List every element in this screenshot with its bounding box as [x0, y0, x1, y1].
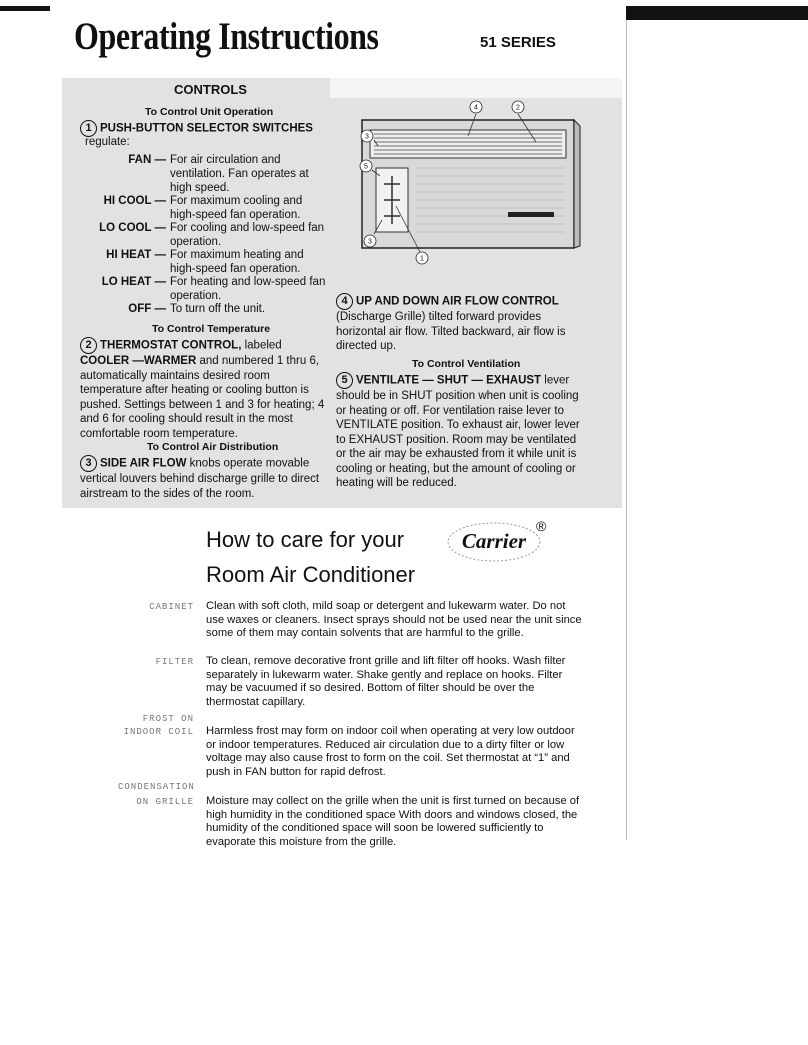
- registered-mark: ®: [536, 518, 547, 534]
- cooler-warmer-label: COOLER —WARMER: [80, 355, 197, 367]
- series-label: 51 SERIES: [480, 34, 556, 51]
- thermostat-body: and numbered 1 thru 6, automatically maintains desired room temperature after heating or cooling button is pushed. Settings between 1 and 3 for heating; 4 and 6 for cooling should result in the most comfortable room temperature.: [80, 355, 325, 440]
- care-text-frost: Harmless frost may form on indoor coil when operating at very low outdoor or indoor temperatures. Reduced air circulation due to a dirty filter or low voltage may also cause frost to form on the coil. Set thermostat at “1” and push in FAN button for rapid defrost.: [206, 725, 575, 778]
- care-text-condensation: Moisture may collect on the grille when the unit is first turned on because of high humidity in the conditioned space With doors and windows closed, the humidity of the conditioned space will soon be lowered sufficiently to evaporate this moisture from the grille.: [206, 795, 580, 848]
- callout-number: 2: [80, 337, 97, 354]
- carrier-nameplate: [508, 212, 554, 217]
- mode-desc: For cooling and low-speed fan operation.: [170, 222, 325, 248]
- callout-4: 4: [474, 104, 478, 112]
- mode-desc: For heating and low-speed fan operation.: [170, 276, 326, 302]
- side-air-flow-paragraph: [80, 455, 325, 501]
- side-air-flow-body: knobs operate movable vertical louvers behind discharge grille to direct airstream to the sides of the room.: [80, 457, 320, 500]
- mode-key: HI HEAT —: [106, 249, 166, 261]
- mode-key: LO COOL —: [99, 222, 166, 234]
- callout-number: 4: [336, 293, 353, 310]
- regulate-label: regulate:: [85, 136, 130, 148]
- mode-desc: For maximum cooling and high-speed fan operation.: [170, 195, 303, 221]
- header-rule-left: [0, 6, 50, 11]
- care-label-filter: FILTER: [155, 657, 194, 667]
- callout-3-bottom: 3: [368, 238, 372, 246]
- up-down-air-flow-paragraph: [336, 293, 584, 354]
- care-label-condensation: CONDENSATION: [118, 782, 195, 792]
- mode-row: [60, 248, 330, 276]
- care-text-filter: To clean, remove decorative front grille and lift filter off hooks. Wash filter separately in lukewarm water. Shake gently and replace on hooks. Filter may be vacuumed if so desired. Bottom of filter should be over the thermostat capillary.: [206, 655, 566, 708]
- ventilation-subheading: To Control Ventilation: [412, 358, 521, 370]
- mode-row: [60, 302, 330, 316]
- unit-side: [574, 120, 580, 248]
- care-label-cabinet: CABINET: [149, 602, 194, 612]
- mode-desc: To turn off the unit.: [170, 303, 266, 315]
- unit-operation-subheading: To Control Unit Operation: [145, 106, 274, 118]
- controls-heading: CONTROLS: [174, 82, 247, 97]
- mode-row: [60, 194, 330, 222]
- header-rule-right: [626, 6, 808, 20]
- callout-number: 1: [80, 120, 97, 137]
- mode-row: [60, 221, 330, 249]
- side-air-flow-title: SIDE AIR FLOW: [100, 457, 187, 470]
- care-text-cabinet: Clean with soft cloth, mild soap or detergent and lukewarm water. Do not use waxes or cleaners. Insect sprays should not be used near the unit since some of them may contain solvents that are harmful to the grille.: [206, 600, 582, 640]
- temperature-subheading: To Control Temperature: [152, 323, 271, 335]
- selector-switches-heading: [80, 120, 313, 137]
- ventilation-body: lever should be in SHUT position when unit is cooling or heating or off. For ventilation raise lever to VENTILATE position. To exhaust air, lower lever to EXHAUST position. Room may be ventilated or the air may be exhausted from it while unit is cooling or heating, but the amount of cooling or heating will be reduced.: [336, 374, 580, 489]
- ventilation-paragraph: [336, 372, 584, 491]
- mode-desc: For maximum heating and high-speed fan operation.: [170, 249, 304, 275]
- thermostat-title: THERMOSTAT CONTROL,: [100, 339, 242, 352]
- callout-2: 2: [516, 104, 520, 112]
- callout-number: 5: [336, 372, 353, 389]
- air-distribution-subheading: To Control Air Distribution: [147, 441, 279, 453]
- thermostat-paragraph: [80, 337, 325, 441]
- mode-row: [60, 275, 330, 303]
- mode-key: HI COOL —: [103, 195, 166, 207]
- page-title: Operating Instructions: [74, 15, 379, 58]
- mode-row: [60, 153, 330, 195]
- mode-key: FAN —: [128, 154, 166, 166]
- page-edge-line: [626, 20, 627, 840]
- air-flow-title: UP AND DOWN AIR FLOW CONTROL: [356, 295, 559, 308]
- callout-5: 5: [364, 163, 368, 171]
- care-label-condensation-2: ON GRILLE: [136, 797, 194, 807]
- care-title-line1: How to care for your: [206, 527, 405, 552]
- controls-panel-top-strip: [330, 78, 622, 98]
- ventilation-title: VENTILATE — SHUT — EXHAUST: [356, 374, 542, 387]
- care-label-frost-2: INDOOR COIL: [123, 727, 194, 737]
- callout-1: 1: [420, 255, 424, 263]
- callout-number: 3: [80, 455, 97, 472]
- carrier-logo: [446, 520, 542, 564]
- callout-3-top: 3: [365, 133, 369, 141]
- mode-key: OFF —: [128, 303, 166, 315]
- care-label-frost: FROST ON: [142, 714, 194, 724]
- care-title-line2: Room Air Conditioner: [206, 562, 416, 587]
- mode-desc: For air circulation and ventilation. Fan operates at high speed.: [170, 154, 309, 194]
- air-flow-body: (Discharge Grille) tilted forward provides horizontal air flow. Tilted backward, air flow is directed up.: [336, 311, 566, 352]
- carrier-logo-text: Carrier: [461, 529, 527, 553]
- selector-switches-title: PUSH-BUTTON SELECTOR SWITCHES: [100, 122, 313, 135]
- mode-key: LO HEAT —: [101, 276, 166, 288]
- air-conditioner-diagram: [356, 96, 586, 268]
- thermostat-text: labeled: [241, 339, 282, 352]
